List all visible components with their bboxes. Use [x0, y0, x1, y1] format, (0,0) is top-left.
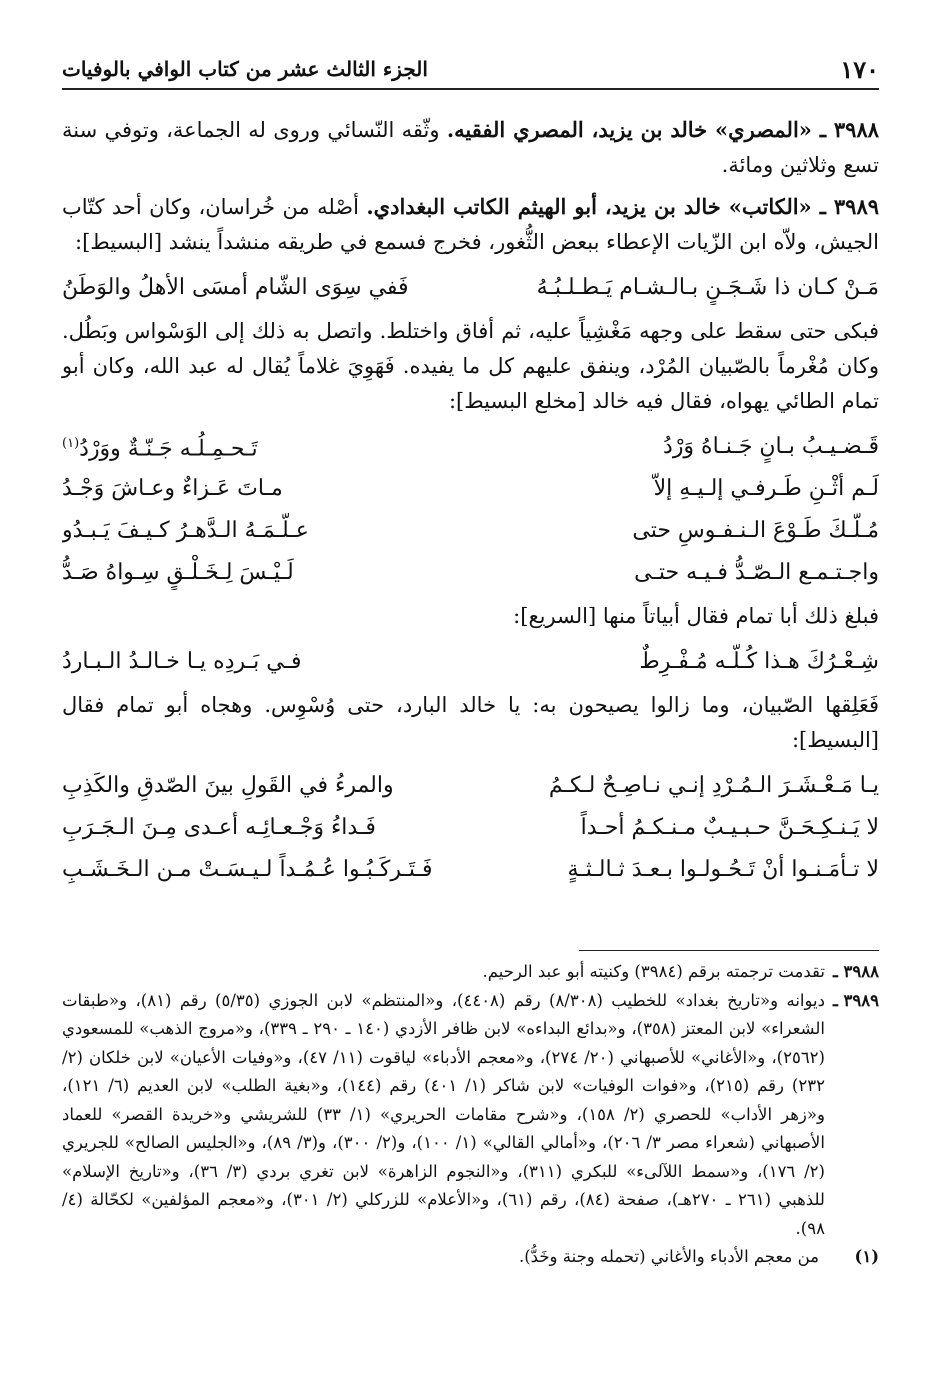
main-text: [62, 112, 879, 896]
entry-3988: [62, 112, 879, 183]
verse-second-hemistich: عـلّـمَـهُ الـدَّهـرُ كـيـفَ يَـبـدُو: [62, 517, 309, 543]
footnote-divider: [579, 950, 879, 951]
verse-line: [62, 509, 879, 551]
footnote-3988: [62, 958, 879, 987]
verse-first-hemistich: شِـعْـرُكَ هـذا كُـلُّـه مُـفْـرِطٌ: [639, 648, 879, 674]
verse-line: [62, 764, 879, 806]
verse-line: [62, 640, 879, 682]
entry-3989: [62, 189, 879, 260]
verse-second-hemistich: والمرءُ في القَولِ بينَ الصّدقِ والكَذِبِ: [62, 772, 394, 798]
verse-line: [62, 266, 879, 308]
paragraph-3: فبلغ ذلك أبا تمام فقال أبياتاً منها [السريع]:: [513, 604, 879, 628]
footnote-number: ٣٩٨٩ ـ: [832, 990, 879, 1010]
verse-line: [62, 806, 879, 848]
running-title: الجزء الثالث عشر من كتاب الوافي بالوفيات: [62, 57, 428, 81]
page-header: [62, 50, 879, 90]
verse-line: [62, 425, 879, 467]
footnote-marker: (١): [62, 435, 80, 451]
verse-block-2: [62, 425, 879, 593]
paragraph-2: فبكى حتى سقط على وجهه مَغْشِياً عليه، ثم أفاق واختلط. واتصل به ذلك إلى الوَسْواس وبَطُل. وكان مُغْرماً بالصّبيان المُرْد، وينفق عليهم كل ما يفيده. فَهَوِيَ غلاماً يُقال له عبد الله، وكان أبو تمام الطائي يهواه، فقال فيه خالد [مخلع البسيط]:: [62, 319, 879, 413]
verse-first-hemistich: لَـم أثْـنِ طَـرفـي إلـيـهِ إلاّ: [653, 475, 879, 501]
footnote-number: ٣٩٨٨ ـ: [832, 962, 879, 981]
verse-second-hemistich: لَـيْـسَ لِـخَـلْـقٍ سِـواهُ صَـدُّ: [62, 559, 294, 585]
entry-3989-heading: ٣٩٨٩ ـ «الكاتب» خالد بن يزيد، أبو الهيثم الكاتب البغدادي.: [366, 194, 880, 219]
verse-first-hemistich: مُـلّـكَ طَـوْعَ الـنـفـوسِ حتى: [632, 517, 879, 543]
entry-3988-text: وثّقه النّسائي وروى له الجماعة، وتوفي سنة تسع وثلاثين ومائة.: [62, 118, 879, 177]
verse-second-hemistich: فَـداءُ وَجْـعـائِـه أعـدى مِـنَ الـجَـرَبِ: [62, 814, 376, 840]
entry-3989-text: أصْله من خُراسان، وكان أحد كتّاب الجيش، ولاّه ابن الزّيات الإعطاء ببعض الثُّغور، فخرج فسمع في طريقه منشداً ينشد [البسيط]:: [62, 195, 879, 254]
footnote-text: ديوانه و«تاريخ بغداد» للخطيب (٨/٣٠٨) رقم (٤٤٠٨)، و«المنتظم» لابن الجوزي (٥/٣٥) رقم (٨١)، و«طبقات الشعراء» لابن المعتز (٣٥٨)، و«بدائع البداءه» لابن ظافر الأزدي (١٤٠ ـ ٢٩٠ ـ ٣٣٩)، و«مروج الذهب» للمسعودي (٢٥٦٢)، و«الأغاني» للأصبهاني (٢٠/ ٢٧٤)، و«معجم الأدباء» لياقوت (١١/ ٤٧)، و«وفيات الأعيان» لابن خلكان (٢/ ٢٣٢) رقم (٢١٥)، و«فوات الوفيات» لابن شاكر (١/ ٤٠١) رقم (١٤٤)، و«بغية الطلب» لابن العديم (٦/ ١٢١)، و«زهر الأداب» للحصري (٢/ ١٥٨)، و«شرح مقامات الحريري» (١/ ٣٣) للشريشي و«خريدة القصر» للعماد الأصبهاني (شعراء مصر ٣/ ٢٠٦)، و«أمالي القالي» (١/ ١٠٠)، و(٢/ ٣٠٠)، و(٣/ ٨٩)، و«الجليس الصالح» للجريري (٢/ ١٧٦)، و«سمط اللآلىء» للبكري (٣١١)، و«النجوم الزاهرة» لابن تغري بردي (٣/ ٣٦)، و«تاريخ الإسلام» للذهبي (٢٦١ ـ ٢٧٠هـ)، صفحة (٨٤)، رقم (٦١)، و«الأعلام» للزركلي (٢/ ٣٠١)، و«معجم المؤلفين» لكحّالة (٤/ ٩٨).: [62, 990, 825, 1238]
verse-line: [62, 467, 879, 509]
footnote-3989: [62, 987, 879, 1244]
verse-second-hemistich: فَفي سِوَى الشّام أمسَى الأهلُ والوَطَنُ: [62, 274, 409, 300]
verse-line: [62, 551, 879, 593]
verse-block-4: [62, 764, 879, 890]
entry-3988-heading: ٣٩٨٨ ـ «المصري» خالد بن يزيد، المصري الفقيه.: [446, 117, 880, 142]
verse-first-hemistich: لا يَـنـكِـحَـنَّ حـبـيـبٌ مـنـكـمُ أحـداً: [580, 814, 879, 840]
footnotes: [62, 958, 879, 1272]
verse-first-hemistich: يـا مَـعْـشَـرَ الـمُـرْدِ إنـي نـاصِـحٌ لـكـمُ: [548, 772, 879, 798]
page-number: ١٧٠: [840, 54, 879, 84]
verse-second-hemistich: مـاتَ عَـزاءٌ وعـاشَ وَجْـدُ: [62, 475, 283, 501]
footnote-number: (١): [854, 1247, 879, 1266]
verse-line: [62, 848, 879, 890]
verse-first-hemistich: مَـنْ كـان ذا شَـجَـنٍ بـالـشـام يَـطـلـبُـهُ: [536, 274, 879, 300]
verse-second-hemistich: فـي بَـردِه يـا خـالـدُ الـبـاردُ: [62, 648, 302, 674]
footnote-1: [62, 1243, 879, 1272]
verse-block-1: [62, 266, 879, 308]
verse-second-hemistich: [62, 426, 454, 466]
verse-block-3: [62, 640, 879, 682]
footnote-text: من معجم الأدباء والأغاني (تحمله وجنة وخَدُّ).: [518, 1247, 819, 1266]
verse-second-hemistich: فَـتَـركَـبُـوا عُـمُـداً لـيـسَـتْ مـن الـخَـشَـبِ: [62, 856, 433, 882]
footnote-text: تقدمت ترجمته برقم (٣٩٨٤) وكنيته أبو عبد الرحيم.: [482, 962, 825, 981]
verse-first-hemistich: لا تـأمَـنـوا أنْ تَـحُـولـوا بـعـدَ ثـالـثـةٍ: [567, 856, 879, 882]
verse-first-hemistich: قَـضـيـبُ بـانٍ جَـنـاهُ وَرْدُ: [663, 433, 879, 459]
paragraph-4: فَعَلِقها الصّبيان، وما زالوا يصيحون به: يا خالد البارد، حتى وُسْوِس. وهجاه أبو تمام فقال [البسيط]:: [62, 693, 879, 752]
verse-first-hemistich: واجـتـمـع الـصّـدُّ فـيـه حتـى: [634, 559, 879, 585]
verse-second-hemistich-text: تَـحـمِـلُـه جَـنّـةٌ ووَرْدُ: [79, 436, 258, 462]
